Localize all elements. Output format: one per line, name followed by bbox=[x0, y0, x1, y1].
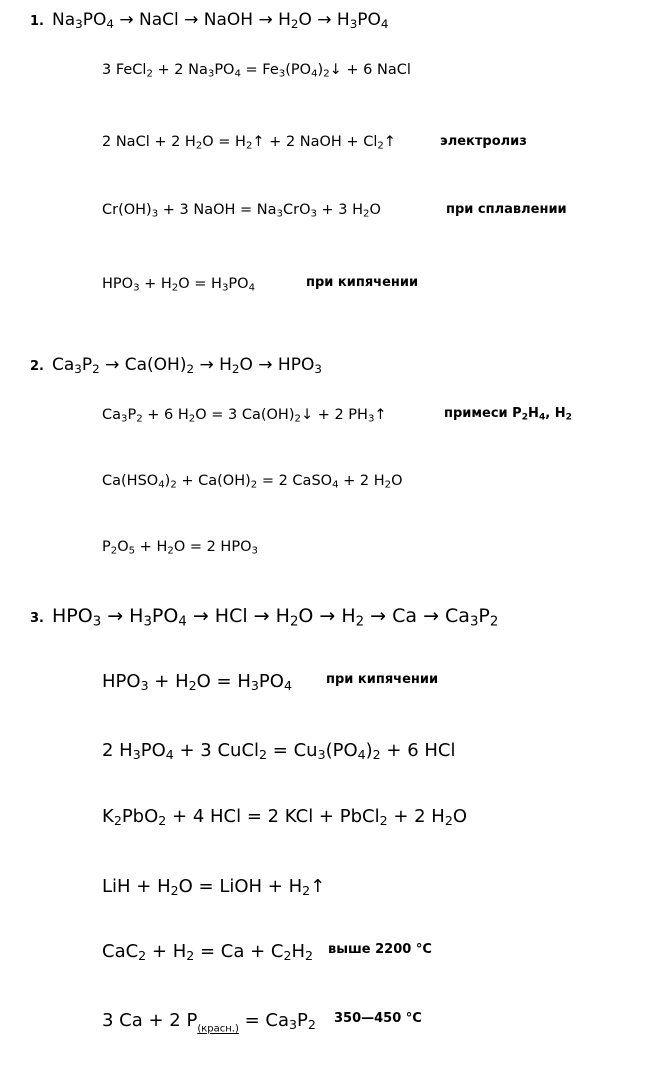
reaction-1-4-condition: при кипячении bbox=[306, 275, 419, 290]
reaction-3-5-condition: выше 2200 °C bbox=[328, 942, 432, 957]
section-2-chain: 2. $Ca_3P_2 \to Ca(OH)_2 \to H_2O \to HPO_3$ bbox=[30, 355, 322, 376]
section-3-chain: 3. $HPO_3 \to H_3PO_4$ → HCl → $H_2O \to H_2 \to Ca \to Ca_3P_2$ bbox=[30, 605, 499, 630]
section-1-number: 1. bbox=[30, 14, 44, 29]
reaction-3-3: $K_2PbO_2 + 4$ HCl = 2 KCl + PbCl$_2$ + 2 $H_2O$ bbox=[102, 806, 468, 829]
reaction-3-4: LiH + $H_2O$ = LiOH + $H_2↑$ bbox=[102, 876, 326, 899]
reaction-3-1-condition: при кипячении bbox=[326, 672, 439, 687]
reaction-2-1-condition: примеси $P_2H_4$, $H_2$ bbox=[444, 406, 572, 423]
reaction-3-5: $CaC_2 + H_2 = Ca + C_2H_2$ bbox=[102, 941, 314, 964]
reaction-1-2: 2 NaCl + 2 $H_2O$ = $H_2↑ + 2$ NaOH + $Cl_2↑$ bbox=[102, 134, 396, 152]
reaction-1-2-condition: электролиз bbox=[440, 134, 527, 149]
reaction-1-3-condition: при сплавлении bbox=[446, 202, 567, 217]
reaction-3-1: $HPO_3 + H_2O = H_3PO_4$ bbox=[102, 671, 292, 694]
reaction-3-2: 2 $H_3PO_4 + 3$ CuCl$_2$ = $Cu_3(PO_4)_2 + 6$ HCl bbox=[102, 740, 456, 763]
section-2-number: 2. bbox=[30, 359, 44, 374]
reaction-2-3: $P_2O_5 + H_2O = 2$ $HPO_3$ bbox=[102, 539, 258, 557]
section-1-chain: 1. $Na_3PO_4$ → NaCl → NaOH → $H_2O \to H_3PO_4$ bbox=[30, 10, 389, 31]
reaction-2-2: $Ca(HSO_4)_2 + Ca(OH)_2 = 2$ CaSO$_4$ + 2 $H_2O$ bbox=[102, 473, 403, 491]
section-3-number: 3. bbox=[30, 611, 44, 626]
reaction-3-6-condition: 350—450 °C bbox=[334, 1011, 422, 1026]
reaction-3-6: 3 Ca + 2 $P_{(красн.)} = Ca_3P_2$ bbox=[102, 1010, 316, 1035]
reaction-1-3: $Cr(OH)_3 + 3$ NaOH = $Na_3CrO_3 + 3$ $H_2O$ bbox=[102, 202, 381, 220]
red-phosphorus-label: (красн.) bbox=[197, 1023, 239, 1035]
reaction-2-1: $Ca_3P_2 + 6$ $H_2O = 3$ $Ca(OH)_2↓ + 2$ $PH_3↑$ bbox=[102, 407, 387, 425]
reaction-1-4: $HPO_3 + H_2O = H_3PO_4$ bbox=[102, 276, 256, 294]
reaction-1-1: 3 FeCl$_2$ + 2 $Na_3PO_4$ = $Fe_3(PO_4)_2↓ + 6$ NaCl bbox=[102, 62, 411, 80]
